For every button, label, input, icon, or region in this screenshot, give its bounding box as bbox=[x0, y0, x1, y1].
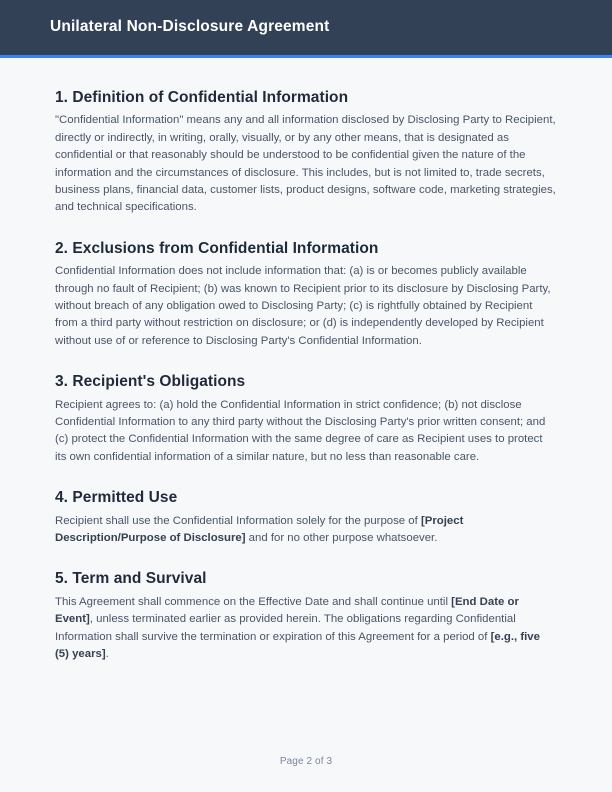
sections-container bbox=[55, 88, 557, 663]
document-section bbox=[55, 239, 557, 350]
paragraph-text: Confidential Information does not include information that: (a) is or becomes publicly available through no fault of Recipient; (b) was known to Recipient prior to its disclosure by Disclosing Party, without breach of any obligation owed to Disclosing Party; (c) is rightfully obtained by Recipient from a third party without restriction on disclosure; or (d) is independently developed by Recipient without use of or reference to Disclosing Party's Confidential Information. bbox=[55, 265, 551, 347]
placeholder-field: [Project Description/Purpose of Disclosure] bbox=[55, 514, 464, 544]
section-paragraph bbox=[55, 594, 557, 664]
paragraph-text: "Confidential Information" means any and all information disclosed by Disclosing Party to Recipient, directly or indirectly, in writing, orally, visually, or by any other means, that is designated as confidential or that reasonably should be understood to be confidential given the nature of the information and the circumstances of disclosure. This includes, but is not limited to, trade secrets, business plans, financial data, customer lists, product designs, software code, marketing strategies, and technical specifications. bbox=[55, 114, 556, 214]
document-footer bbox=[0, 746, 612, 792]
section-paragraph bbox=[55, 263, 557, 350]
section-heading: 5. Term and Survival bbox=[55, 570, 207, 588]
document-section bbox=[55, 488, 557, 547]
paragraph-text: Recipient shall use the Confidential Information solely for the purpose of bbox=[55, 514, 421, 527]
section-heading: 3. Recipient's Obligations bbox=[55, 373, 246, 391]
paragraph-text: Recipient agrees to: (a) hold the Confidential Information in strict confidence; (b) not disclose Confidential Information to any third party without the Disclosing Party's prior written consent; and (c) protect the Confidential Information with the same degree of care as Recipient uses to protect its own confidential information of a similar nature, but no less than reasonable care. bbox=[55, 398, 546, 463]
page-number: Page 2 of 3 bbox=[279, 755, 333, 767]
section-heading: 1. Definition of Confidential Information bbox=[55, 89, 349, 106]
section-paragraph bbox=[55, 513, 557, 548]
document-body bbox=[0, 58, 612, 746]
section-heading: 4. Permitted Use bbox=[55, 489, 178, 507]
section-paragraph bbox=[55, 112, 557, 216]
paragraph-text: . bbox=[105, 648, 109, 660]
document-section bbox=[55, 569, 557, 663]
section-heading: 2. Exclusions from Confidential Information bbox=[55, 239, 379, 257]
placeholder-field: [End Date or Event] bbox=[55, 595, 519, 626]
paragraph-text: , unless terminated earlier as provided herein. The obligations regarding Confidential Information shall survive the termination or expiration of this Agreement for a period of bbox=[55, 613, 516, 643]
section-paragraph bbox=[55, 397, 557, 467]
paragraph-text: and for no other purpose whatsoever. bbox=[245, 532, 438, 544]
document-title: Unilateral Non-Disclosure Agreement bbox=[50, 18, 330, 36]
placeholder-field: [e.g., five (5) years] bbox=[55, 630, 540, 660]
document-section bbox=[55, 372, 557, 466]
document-section bbox=[55, 88, 557, 217]
document-header bbox=[0, 0, 612, 58]
paragraph-text: This Agreement shall commence on the Effective Date and shall continue until bbox=[55, 595, 452, 608]
